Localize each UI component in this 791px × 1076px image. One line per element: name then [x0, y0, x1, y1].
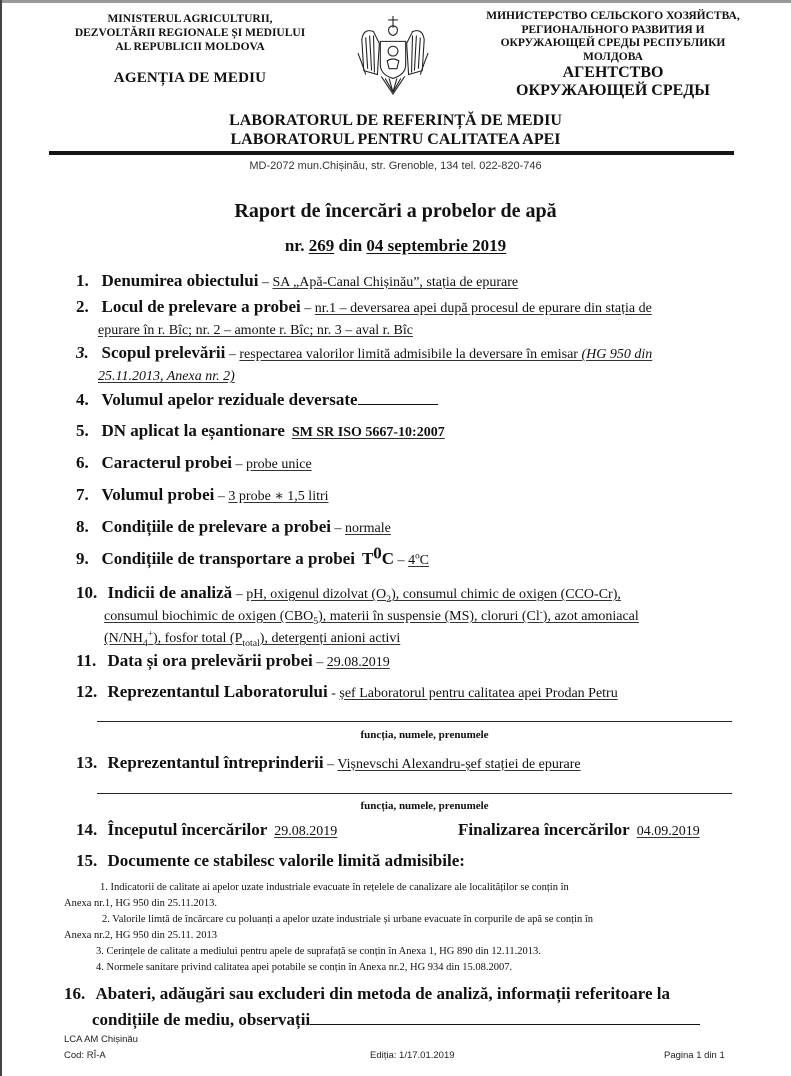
item-value: respectarea valorilor limită admisibile la deversare în emisar	[239, 347, 582, 362]
item-3-sampling-purpose	[76, 342, 766, 388]
item-1-object-name	[76, 270, 766, 294]
item-12-lab-representative	[76, 681, 766, 705]
separator: -	[327, 686, 340, 701]
date-prefix: din	[338, 236, 363, 255]
report-title: Raport de încercări a probelor de apă	[234, 200, 557, 222]
item-label: Începutul încercărilor	[107, 820, 268, 839]
test-end-date: 04.09.2019	[636, 824, 700, 839]
item-2-sampling-location	[76, 296, 766, 342]
text: consumul biochimic de oxigen (CBO	[104, 609, 314, 624]
item-number: 9.	[76, 549, 89, 568]
indices-line-3	[104, 628, 401, 649]
item-label: Documente ce stabilesc valorile limită admisibile:	[107, 851, 465, 870]
item-16-deviations-observations	[64, 982, 764, 1034]
separator: –	[258, 275, 273, 290]
item-2-line-1	[76, 296, 766, 320]
ministry-line: AL REPUBLICII MOLDOVA	[115, 41, 265, 53]
item-label: Volumul apelor reziduale deversate	[101, 390, 358, 409]
item-label: Condițiile de prelevare a probei	[101, 517, 331, 536]
text: (N/NH	[104, 631, 143, 646]
header-right-russian	[440, 10, 786, 100]
document-text: 2. Valorile limtă de încărcare cu poluanți a apelor uzate industriale și urbane evacuate în corpurile de apă se conțin în	[102, 914, 594, 925]
item-number: 3.	[76, 343, 89, 362]
item-value: probe unice	[245, 457, 312, 472]
document-entry	[64, 880, 764, 912]
item-label: Data și ora prelevării probei	[107, 651, 313, 670]
laboratory-names	[0, 111, 791, 149]
item-number: 4.	[76, 390, 89, 409]
item-label: DN aplicat la eșantionare	[101, 421, 285, 440]
document-entry	[64, 960, 764, 976]
signature-caption: funcția, numele, prenumele	[360, 729, 489, 741]
subscript: total	[242, 637, 260, 649]
separator: –	[312, 655, 327, 670]
document-text: Anexa nr.1, HG 950 din 25.11.2013.	[64, 898, 218, 909]
separator: –	[231, 457, 246, 472]
celsius-unit: C	[419, 553, 429, 568]
document-entry	[64, 912, 764, 944]
degree-sign: o	[415, 550, 420, 561]
item-label: Locul de prelevare a probei	[101, 297, 301, 316]
item-label: Caracterul probei	[101, 453, 232, 472]
item-label: Finalizarea încercărilor	[458, 820, 630, 839]
item-number: 5.	[76, 421, 89, 440]
item-16-line-1	[64, 982, 764, 1008]
text: ), materii în suspensie (MS), cloruri (Cl	[318, 609, 540, 624]
item-value	[408, 550, 429, 568]
separator: –	[232, 587, 247, 602]
item-number: 1.	[76, 271, 89, 290]
ministry-line-ru: РЕГИОНАЛЬНОГО РАЗВИТИЯ И	[521, 23, 705, 36]
separator: –	[225, 347, 240, 362]
item-value: SM SR ISO 5667-10:2007	[291, 425, 445, 440]
item-value: nr.1 – deversarea apei după procesul de epurare din stația de	[314, 301, 652, 316]
test-start-date: 29.08.2019	[274, 824, 338, 839]
document-text: 3. Cerințele de calitate a mediului pentru apele de suprafață se conțin în Anexa 1, HG 890 din 12.11.2013.	[96, 946, 541, 957]
footer-code: Cod: RÎ-A	[64, 1050, 106, 1061]
item-10-analysis-indices	[76, 582, 766, 650]
agency-name-ru: АГЕНТСТВО	[562, 64, 664, 81]
indices-line-2	[104, 606, 639, 627]
header-left-romanian	[40, 12, 340, 85]
item-value: SA „Apă-Canal Chișinău”, stația de epurare	[272, 275, 519, 290]
nr-prefix: nr.	[284, 236, 305, 255]
document-text: Anexa nr.2, HG 950 din 25.11. 2013	[64, 930, 218, 941]
footer-org: LCA AM Chișinău	[64, 1034, 138, 1045]
item-number: 14.	[76, 820, 98, 839]
item-label: Volumul probei	[101, 485, 215, 504]
item-value: 29.08.2019	[326, 655, 390, 670]
item-value-reference-continued: 25.11.2013, Anexa nr. 2)	[98, 369, 235, 384]
signature-line-lab	[97, 721, 732, 722]
document-entry	[64, 944, 764, 960]
item-8-sampling-conditions	[76, 516, 766, 540]
blank-field	[358, 388, 438, 405]
document-text: 4. Normele sanitare privind calitatea apei potabile se conțin în Anexa nr.2, HG 934 din 15.08.2007.	[96, 962, 513, 973]
item-value: Vișnevschi Alexandru-șef stației de epurare	[337, 757, 581, 772]
separator: –	[331, 521, 345, 536]
superscript: +	[147, 628, 153, 639]
text: ), detergenți anioni activi	[259, 631, 401, 646]
item-4-wastewater-volume	[76, 388, 766, 413]
item-3-line-1	[76, 342, 766, 366]
ministry-line: MINISTERUL AGRICULTURII,	[107, 13, 273, 25]
report-date: 04 septembrie 2019	[366, 236, 507, 255]
ministry-line-ru: ОКРУЖАЮЩЕЙ СРЕДЫ РЕСПУБЛИКИ	[500, 37, 726, 49]
temperature-symbol: T	[361, 549, 374, 568]
coat-of-arms-emblem-icon	[354, 14, 432, 98]
item-label: Condițiile de transportare a probei	[101, 549, 355, 568]
subscript: 4	[142, 637, 148, 649]
item-label: Denumirea obiectului	[101, 271, 259, 290]
item-5-sampling-standard	[76, 420, 766, 444]
item-value: 3 probe ∗ 1,5 litri	[228, 489, 329, 504]
separator: –	[394, 553, 409, 568]
item-value-reference: (HG 950 din	[581, 347, 653, 362]
lab-address: MD-2072 mun.Chișinău, str. Grenoble, 134 tel. 022-820-746	[249, 160, 542, 172]
indices-line-1	[246, 587, 621, 605]
footer-edition: Ediția: 1/17.01.2019	[370, 1050, 455, 1061]
item-value: șef Laboratorul pentru calitatea apei Prodan Petru	[339, 686, 618, 701]
item-value: normale	[345, 521, 391, 536]
item-label: Scopul prelevării	[101, 343, 226, 362]
report-number: 269	[308, 236, 335, 255]
item-number: 13.	[76, 753, 98, 772]
separator: –	[214, 489, 229, 504]
item-13-enterprise-representative	[76, 752, 766, 776]
item-label: Reprezentantul Laboratorului	[107, 682, 328, 701]
item-label-continued: condițiile de mediu, observații	[92, 1010, 311, 1029]
footer-page: Pagina 1 din 1	[664, 1050, 725, 1061]
item-14-test-period	[76, 819, 766, 843]
ministry-line-ru: МОЛДОВА	[583, 50, 643, 63]
agency-name: AGENȚIA DE MEDIU	[113, 70, 267, 86]
temperature-degree: 0	[373, 543, 382, 563]
item-number: 7.	[76, 485, 89, 504]
text: ), fosfor total (P	[152, 631, 243, 646]
item-number: 12.	[76, 682, 98, 701]
item-11-sampling-date	[76, 650, 766, 674]
item-label: Reprezentantul întreprinderii	[107, 753, 324, 772]
lab-line: LABORATORUL DE REFERINȚĂ DE MEDIU	[229, 112, 562, 129]
text: ), consumul chimic de oxigen (CCO-Cr),	[391, 587, 621, 602]
subscript: 2	[386, 593, 392, 605]
lab-line: LABORATORUL PENTRU CALITATEA APEI	[230, 131, 561, 148]
agency-name-ru: ОКРУЖАЮЩЕЙ СРЕДЫ	[516, 82, 710, 99]
test-end-group	[458, 819, 700, 843]
ministry-line-ru: МИНИСТЕРСТВО СЕЛЬСКОГО ХОЗЯЙСТВА,	[486, 10, 740, 22]
item-number: 2.	[76, 297, 89, 316]
separator: –	[323, 757, 338, 772]
item-number: 11.	[76, 651, 97, 670]
item-6-sample-type	[76, 452, 766, 476]
subscript: 5	[313, 615, 319, 627]
limit-documents-list	[64, 880, 764, 976]
item-number: 6.	[76, 453, 89, 472]
separator: –	[300, 301, 315, 316]
temperature-unit: C	[381, 549, 395, 568]
item-number: 10.	[76, 583, 98, 602]
observations-blank-field	[310, 1008, 700, 1025]
header-divider	[49, 151, 734, 155]
document-text: 1. Indicatorii de calitate ai apelor uzate industriale evacuate în rețelele de canalizare ale localităților se conțin în	[100, 882, 569, 893]
item-number: 15.	[76, 851, 98, 870]
temperature-value: 4	[408, 553, 416, 568]
signature-caption: funcția, numele, prenumele	[360, 800, 489, 812]
superscript: -	[539, 606, 543, 617]
item-number: 16.	[64, 984, 86, 1003]
report-number-line	[0, 236, 791, 256]
item-9-transport-conditions	[76, 543, 766, 572]
item-label: Abateri, adăugări sau excluderi din metoda de analiză, informații referitoare la	[95, 984, 670, 1003]
item-number: 8.	[76, 517, 89, 536]
item-15-limit-documents	[76, 850, 766, 874]
page-top-border	[0, 0, 791, 3]
text: pH, oxigenul dizolvat (O	[246, 587, 387, 602]
item-value-continued: epurare în r. Bîc; nr. 2 – amonte r. Bîc; nr. 3 – aval r. Bîc	[98, 323, 413, 338]
text: ), azot amoniacal	[542, 609, 639, 624]
ministry-line: DEZVOLTĂRII REGIONALE ȘI MEDIULUI	[74, 27, 306, 39]
item-7-sample-volume	[76, 484, 766, 508]
item-10-line-1	[76, 582, 766, 606]
item-label: Indicii de analiză	[107, 583, 233, 602]
signature-line-enterprise	[97, 793, 732, 794]
